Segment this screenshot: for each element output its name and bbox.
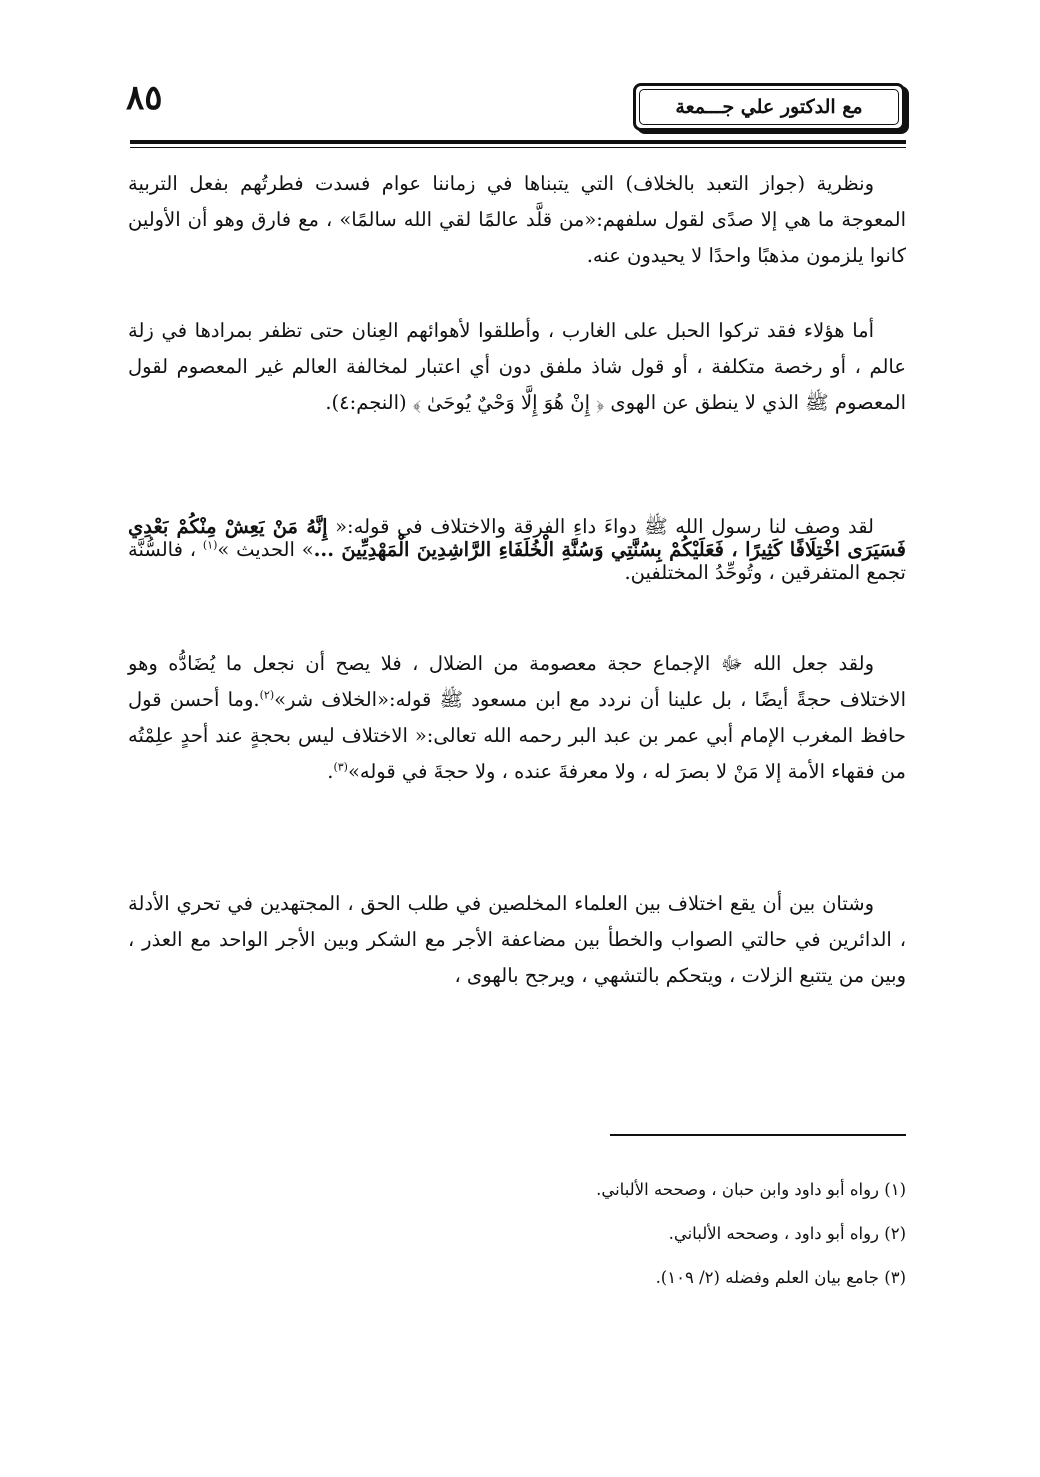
header-rule-thin (130, 147, 906, 148)
footnote-separator (610, 1134, 906, 1136)
paragraph-5-text: وشتان بين أن يقع اختلاف بين العلماء المخلصين في طلب الحق ، المجتهدين في تحري الأدلة ، الدائرين في حالتي الصواب والخطأ بين مضاعفة الأجر مع الشكر وبين الأجر الواحد مع العذر ، وبين من يتتبع الزلات ، ويتحكم بالتشهي ، ويرجح بالهوى ، (128, 892, 906, 987)
paragraph-4-text-b: .وما أحسن قول حافظ المغرب الإمام أبي عمر بن عبد البر رحمه الله تعالى:« الاختلاف ليس بحجةٍ عند أحدٍ علِمْتُه من فقهاء الأمة إلا مَنْ لا بصرَ له ، ولا معرفةَ عنده ، ولا حجةَ في قوله» (128, 688, 906, 783)
footnote-ref-2[interactable]: (٢) (259, 688, 275, 702)
paragraph-3-tail: ، فالسُّنَّة تجمع المتفرقين ، وتُوحِّدُ المختلفين. (128, 538, 906, 584)
page-number: ٨٥ (126, 78, 163, 118)
paragraph-1-text: ونظرية (جواز التعبد بالخلاف) التي يتبناها في زماننا عوام فسدت فطرتُهم بفعل التربية المعوجة ما هي إلا صدًى لقول سلفهم:«من قلَّد عالمًا لقي الله سالمًا» ، مع فارق وهو أن الأولين كانوا يلزمون مذهبًا واحدًا لا يحيدون عنه. (128, 172, 906, 267)
footnote-ref-3[interactable]: (٣) (333, 760, 348, 774)
paragraph-5 (128, 886, 906, 994)
hadith-close: » الحديث » (217, 538, 314, 561)
paragraph-3 (128, 515, 906, 584)
header-rule-thick (130, 140, 906, 144)
paragraph-4 (128, 646, 906, 790)
paragraph-2 (128, 313, 906, 421)
running-title: مع الدكتور علي جـــمعة (675, 96, 863, 118)
hadith-quote: إِنَّهُ مَنْ يَعِشْ مِنْكُمْ بَعْدِي فَسَيَرَى اخْتِلَافًا كَثِيرًا ، فَعَلَيْكُمْ بِسُنَّتِي وَسُنَّةِ الْخُلَفَاءِ الرَّاشِدِينَ الْمَهْدِيِّينَ ... (128, 515, 906, 561)
footnote-ref-1[interactable]: (١) (202, 538, 218, 552)
paragraph-1 (128, 166, 906, 274)
paragraph-3-intro: لقد وصف لنا رسول الله ﷺ دواءَ داءِ الفرقة والاختلاف في قوله:« (327, 515, 874, 538)
footnote-3: (٣) جامع بيان العلم وفضله (٢/ ١٠٩). (655, 1268, 906, 1287)
running-title-box (633, 83, 905, 131)
footnote-2: (٢) رواه أبو داود ، وصححه الألباني. (668, 1224, 906, 1243)
paragraph-4-text-c: . (327, 760, 334, 783)
paragraph-2-text: أما هؤلاء فقد تركوا الحبل على الغارب ، وأطلقوا لأهوائهم العِنان حتى تظفر بمرادها في زلة عالم ، أو رخصة متكلفة ، أو قول شاذ ملفق دون أي اعتبار لمخالفة العالم غير المعصوم لقول المعصوم ﷺ الذي لا ينطق عن الهوى ﴿ إِنْ هُوَ إِلَّا وَحْيٌ يُوحَىٰ ﴾ (النجم:٤). (128, 319, 906, 414)
paragraph-4-text-a: ولقد جعل الله ﷻ الإجماع حجة معصومة من الضلال ، فلا يصح أن نجعل ما يُضَادُّه وهو الاختلاف حجةً أيضًا ، بل علينا أن نردد مع ابن مسعود ﷺ قوله:«الخلاف شر» (128, 652, 906, 711)
footnote-1: (١) رواه أبو داود وابن حبان ، وصححه الألباني. (596, 1180, 906, 1199)
